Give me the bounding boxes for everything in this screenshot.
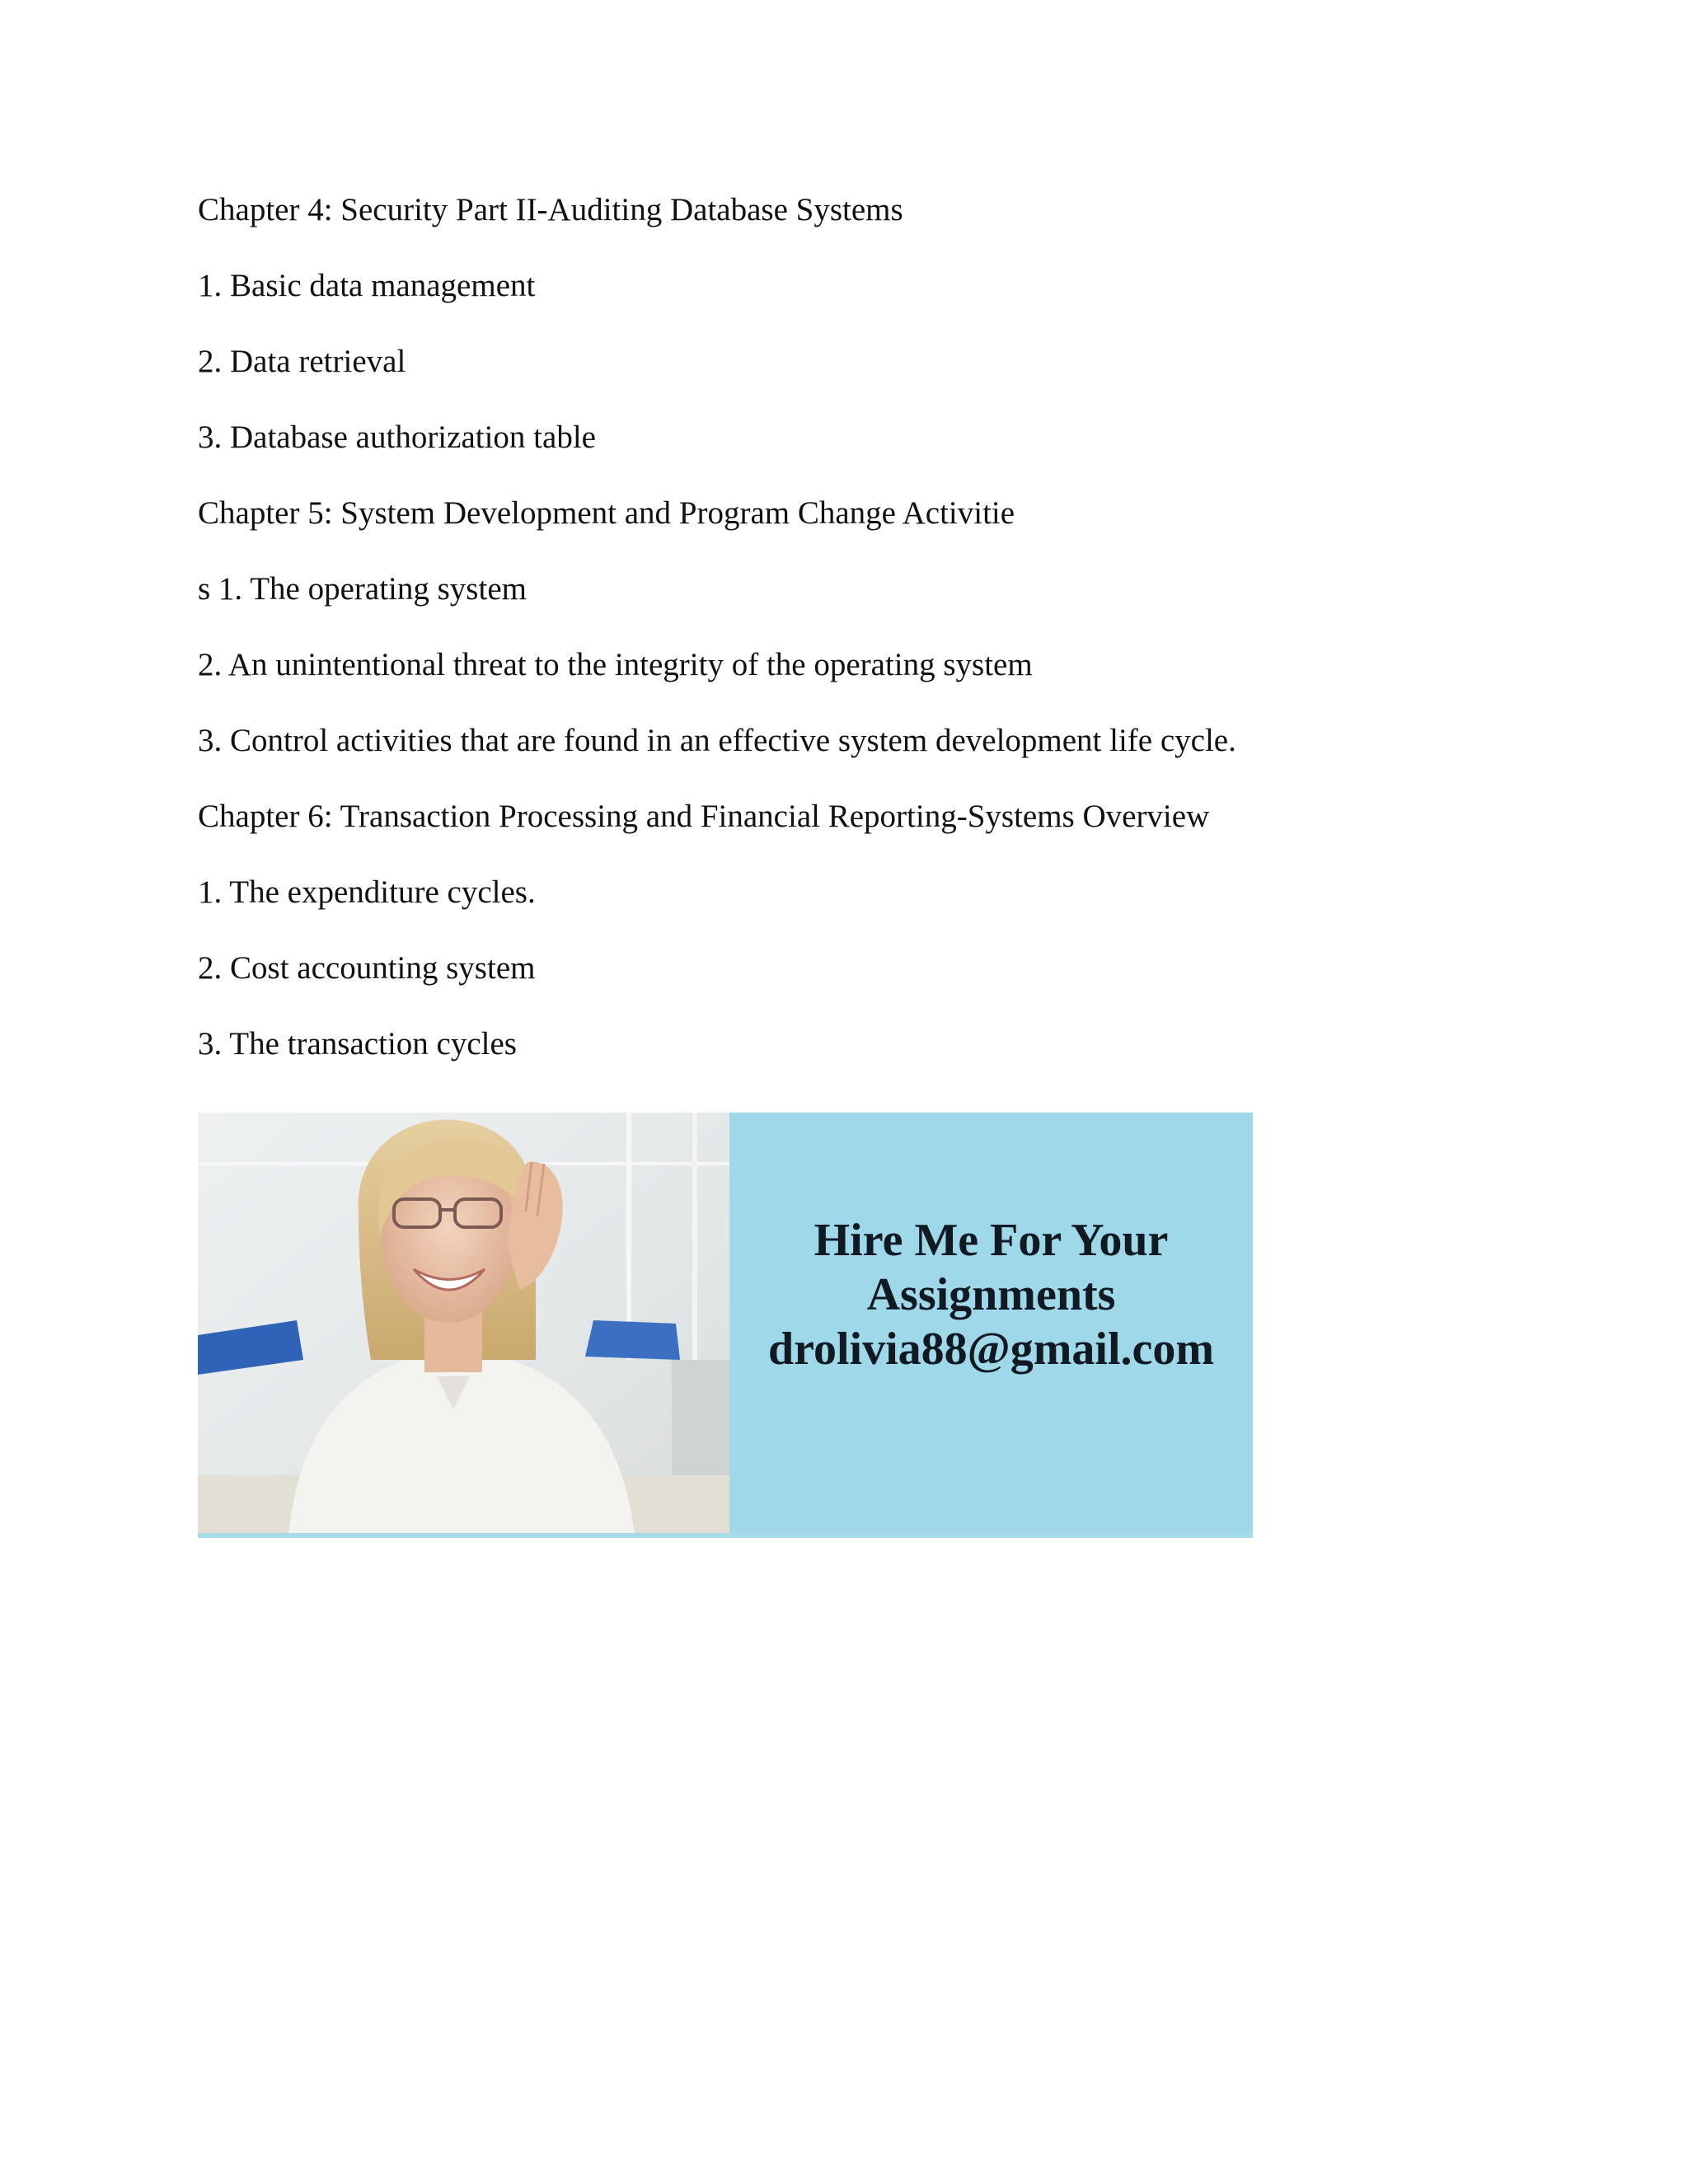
woman-photo: [198, 1113, 729, 1538]
ad-headline-line-1: Hire Me For Your: [814, 1215, 1169, 1266]
document-text: [198, 191, 1550, 1101]
list-item: 3. The transaction cycles: [198, 1026, 517, 1062]
chapter-5-heading: Chapter 5: System Development and Program Change Activitie: [198, 495, 1015, 531]
ad-headline-line-2: Assignments: [866, 1269, 1116, 1320]
list-item: 2. Data retrieval: [198, 344, 406, 379]
ad-text-panel: [729, 1113, 1253, 1538]
ad-email: drolivia88@gmail.com: [767, 1324, 1215, 1375]
list-item: 2. Cost accounting system: [198, 950, 536, 986]
list-item: s 1. The operating system: [198, 571, 527, 607]
advertisement-banner: [198, 1113, 1253, 1538]
chapter-6-heading: Chapter 6: Transaction Processing and Financial Reporting-Systems Overview: [198, 799, 1210, 834]
ad-message: [729, 1213, 1253, 1376]
ad-bottom-strip: [198, 1533, 1253, 1538]
list-item: 3. Control activities that are found in an effective system development life cycle.: [198, 723, 1236, 758]
list-item: 3. Database authorization table: [198, 419, 596, 455]
list-item: 1. The expenditure cycles.: [198, 874, 536, 910]
chapter-4-heading: Chapter 4: Security Part II-Auditing Database Systems: [198, 192, 903, 227]
list-item: 2. An unintentional threat to the integrity of the operating system: [198, 647, 1033, 682]
list-item: 1. Basic data management: [198, 268, 536, 303]
